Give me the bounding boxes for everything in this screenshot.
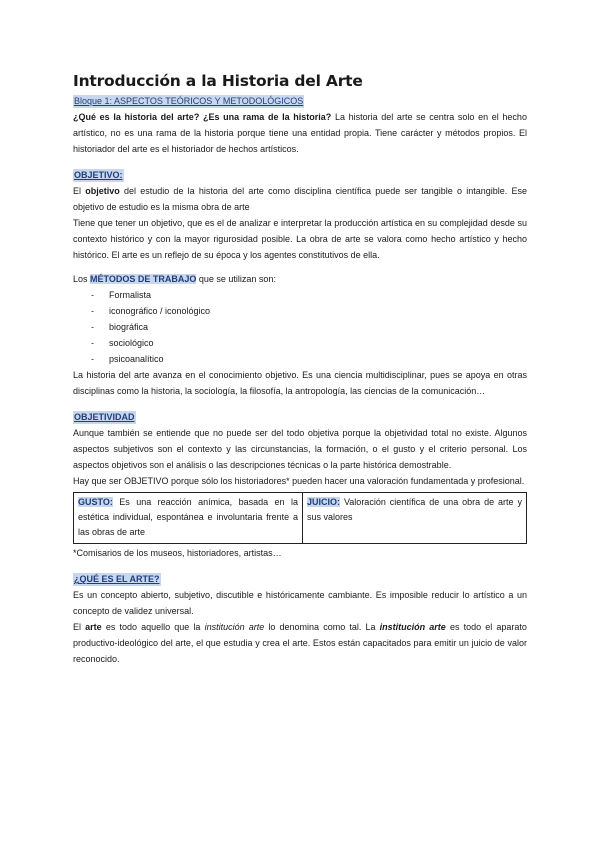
objetivo-paragraph-1	[73, 183, 527, 215]
juicio-cell	[303, 493, 527, 544]
juicio-text: Valoración científica de una obra de arte y sus valores	[307, 497, 522, 522]
intro-question-2: ¿Es una rama de la historia?	[202, 112, 332, 122]
list-dash: -	[91, 338, 94, 348]
list-item	[91, 319, 527, 335]
que-es-p2-mid1: es todo aquello que la	[105, 622, 201, 632]
intro-text: La historia del arte se centra solo en el hecho artístico, no es una rama de la historia porque tiene una entidad propia. Tiene carácter y métodos propios. El historiador del arte es el historiador de hechos artísticos.	[73, 112, 527, 154]
que-es-p2-bold-italic: institución arte	[379, 622, 446, 632]
list-item	[91, 351, 527, 367]
metodos-pre: Los	[73, 274, 88, 284]
que-es-p2-post: es todo el aparato productivo-ideológico del arte, el que estudia y crea el arte. Estos están capacitados para emitir un juicio de valor reconocido.	[73, 622, 527, 664]
que-es-p2-bold: arte	[85, 622, 102, 632]
list-item	[91, 335, 527, 351]
objetivo-heading: OBJETIVO:	[74, 170, 123, 180]
gusto-text: Es una reacción anímica, basada en la estética individual, espontánea e involuntaria frente a las obras de arte	[78, 497, 298, 537]
metodos-highlight: MÉTODOS DE TRABAJO	[90, 274, 197, 284]
objetivo-p1-post: del estudio de la historia del arte como disciplina científica puede ser tangible o intangible. Ese objetivo de estudio es la misma obra de arte	[73, 186, 527, 212]
objetividad-paragraph-2: Hay que ser OBJETIVO porque sólo los historiadores* pueden hacer una valoración fundamentada y profesional.	[73, 476, 525, 486]
juicio-label: JUICIO:	[307, 497, 341, 507]
metodos-intro	[73, 271, 527, 287]
que-es-paragraph-2	[73, 619, 527, 667]
objetivo-paragraph-2: Tiene que tener un objetivo, que es el de analizar e interpretar la producción artística en su complejidad desde su contexto histórico y con la mayor rigurosidad posible. La obra de arte se valora como hecho artístico y hecho histórico. El arte es un reflejo de su época y los agentes constitutivos de ella.	[73, 218, 527, 260]
que-es-paragraph-1: Es un concepto abierto, subjetivo, discutible e históricamente cambiante. Es imposible reducir lo artístico a un concepto de validez universal.	[73, 590, 527, 616]
method-biografica: biográfica	[109, 322, 149, 332]
metodos-post: que se utilizan son:	[198, 274, 276, 284]
que-es-p2-italic: institución arte	[204, 622, 265, 632]
method-sociologico: sociológico	[109, 338, 154, 348]
gusto-cell	[74, 493, 303, 544]
intro-paragraph	[73, 109, 527, 157]
gusto-label: GUSTO:	[78, 497, 113, 507]
objetividad-heading: OBJETIVIDAD	[74, 412, 135, 422]
list-item	[91, 303, 527, 319]
list-dash: -	[91, 306, 94, 316]
list-item	[91, 287, 527, 303]
que-es-p2-pre: El	[73, 622, 82, 632]
list-dash: -	[91, 322, 94, 332]
intro-question-1: ¿Qué es la historia del arte?	[73, 112, 200, 122]
que-es-heading: ¿QUÉ ES EL ARTE?	[74, 574, 160, 584]
list-dash: -	[91, 354, 94, 364]
list-dash: -	[91, 290, 94, 300]
document-title: Introducción a la Historia del Arte	[73, 72, 363, 90]
metodos-after-paragraph: La historia del arte avanza en el conocimiento objetivo. Es una ciencia multidisciplinar, pues se apoya en otras disciplinas como la historia, la sociología, la filosofía, la antropología, las ciencias de la comunicación…	[73, 370, 527, 396]
method-psicoanalitico: psicoanalítico	[109, 354, 164, 364]
footnote: *Comisarios de los museos, historiadores, artistas…	[73, 548, 282, 558]
method-formalista: Formalista	[109, 290, 152, 300]
block-label: Bloque 1: ASPECTOS TEÓRICOS Y METODOLÓGICOS	[74, 96, 304, 106]
que-es-p2-mid2: lo denomina como tal. La	[268, 622, 376, 632]
document-page	[73, 72, 527, 667]
objetivo-p1-bold: objetivo	[85, 186, 120, 196]
method-iconografico: iconográfico / iconológico	[109, 306, 211, 316]
objetividad-paragraph-1: Aunque también se entiende que no puede ser del todo objetiva porque la objetividad total no existe. Algunos aspectos subjetivos son el contexto y las circunstancias, la formación, o el gusto y el criterio personal. Los aspectos objetivos son el análisis o las descripciones técnicas o la parte histórica demostrable.	[73, 428, 527, 470]
methods-list	[73, 287, 527, 367]
objetivo-p1-pre: El	[73, 186, 82, 196]
gusto-juicio-table	[73, 492, 527, 544]
